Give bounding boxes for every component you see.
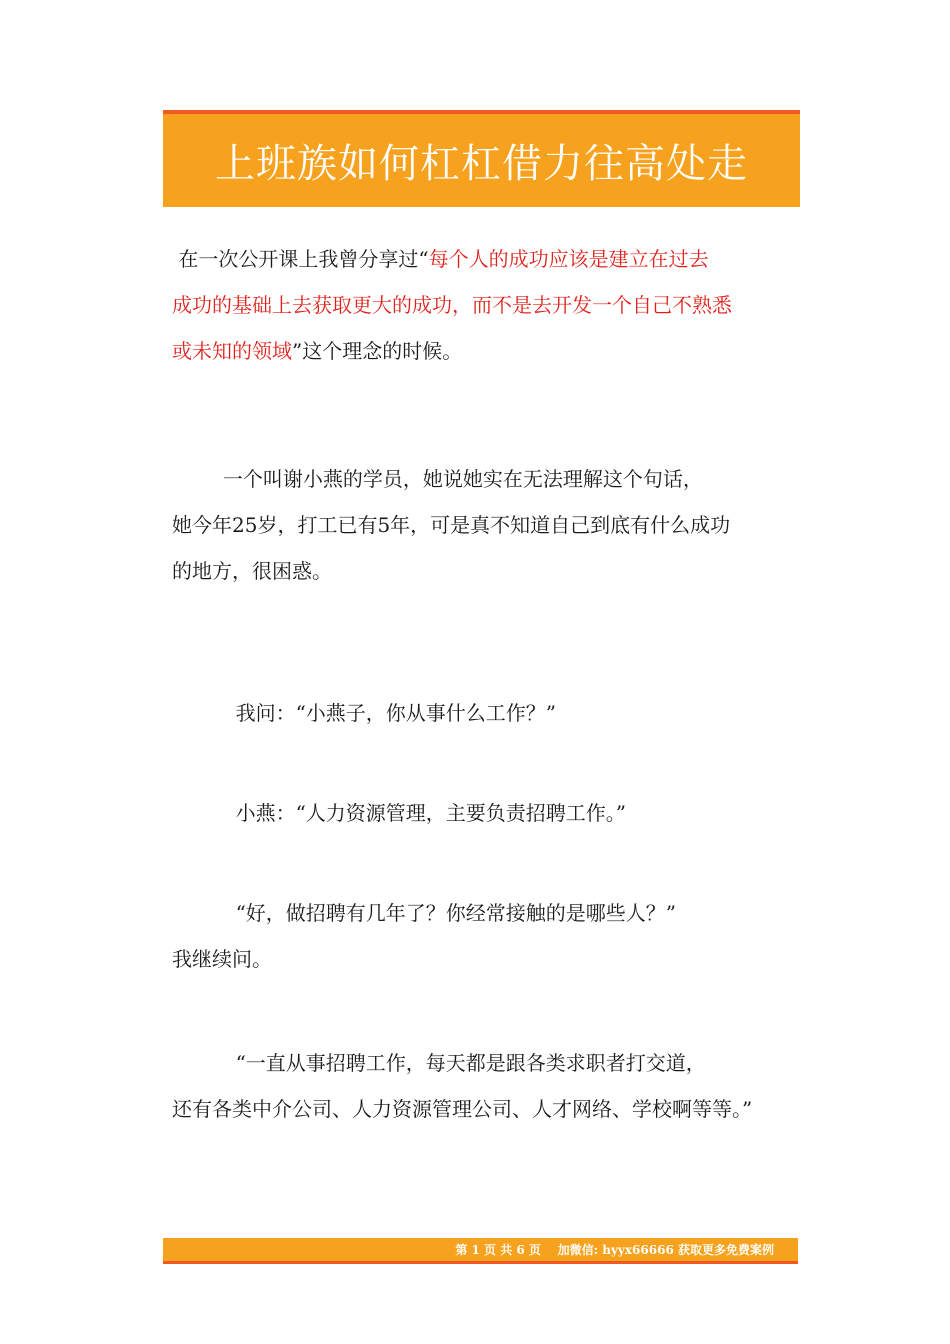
paragraph-4-line-1: 小燕：“人力资源管理，主要负责招聘工作。” — [172, 801, 627, 825]
paragraph-6-line-2: 还有各类中介公司、人力资源管理公司、人才网络、学校啊等等。” — [172, 1097, 753, 1121]
highlighted-quote-middle: 成功的基础上去获取更大的成功，而不是去开发一个自己不熟悉 — [172, 293, 732, 317]
paragraph-2-line-2: 她今年25岁，打工已有5年，可是真不知道自己到底有什么成功 — [172, 513, 731, 537]
paragraph-6 — [172, 1040, 792, 1132]
paragraph-3-line-1: 我问：“小燕子，你从事什么工作？” — [172, 701, 557, 725]
paragraph-1-line-1-text: 在一次公开课上我曾分享过“ — [172, 247, 429, 271]
paragraph-1 — [172, 236, 792, 374]
title-banner — [163, 110, 800, 207]
highlighted-quote-start: 每个人的成功应该是建立在过去 — [428, 247, 709, 271]
document-title: 上班族如何杠杠借力往高处走 — [215, 141, 748, 187]
paragraph-5 — [172, 890, 792, 982]
paragraph-3 — [172, 690, 792, 736]
paragraph-1-line-3 — [172, 328, 792, 374]
paragraph-1-line-3-text: ”这个理念的时候。 — [292, 339, 463, 363]
paragraph-5-line-2: 我继续问。 — [172, 947, 272, 971]
footer-page-info: 第 1 页 共 6 页 加微信: hyyx66666 获取更多免费案例 — [455, 1243, 774, 1257]
paragraph-5-line-1: “好，做招聘有几年了？你经常接触的是哪些人？” — [172, 901, 677, 925]
paragraph-1-line-1 — [172, 236, 792, 282]
paragraph-4 — [172, 790, 792, 836]
paragraph-2-line-3: 的地方，很困惑。 — [172, 559, 332, 583]
paragraph-6-line-1: “一直从事招聘工作，每天都是跟各类求职者打交道， — [172, 1051, 706, 1075]
footer-banner — [163, 1238, 798, 1264]
highlighted-quote-end: 或未知的领域 — [172, 339, 292, 363]
paragraph-2-line-1: 一个叫谢小燕的学员，她说她实在无法理解这个句话， — [172, 467, 703, 491]
paragraph-2 — [172, 456, 792, 594]
